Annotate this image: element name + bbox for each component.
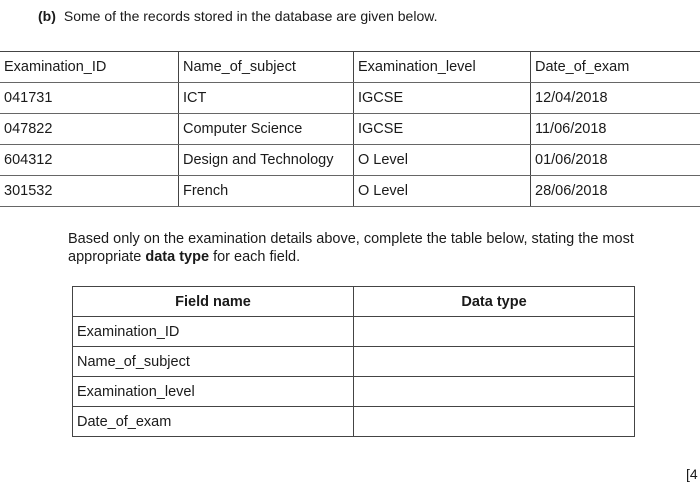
cell-examination-id: 041731 (0, 83, 179, 114)
table-row (73, 347, 635, 377)
table-row (0, 145, 700, 176)
cell-name-of-subject: Computer Science (179, 114, 354, 145)
data-type-answer-cell[interactable] (354, 317, 635, 347)
col-header-data-type: Data type (354, 287, 635, 317)
cell-examination-id: 047822 (0, 114, 179, 145)
data-type-table (72, 286, 635, 437)
table-row (73, 377, 635, 407)
col-header-examination-id: Examination_ID (0, 52, 179, 83)
col-header-date-of-exam: Date_of_exam (531, 52, 700, 83)
data-type-header-row (73, 287, 635, 317)
table-row (0, 176, 700, 207)
col-header-field-name: Field name (73, 287, 354, 317)
instruction-text (68, 230, 693, 266)
cell-examination-level: O Level (354, 145, 531, 176)
cell-date-of-exam: 12/04/2018 (531, 83, 700, 114)
cell-examination-id: 604312 (0, 145, 179, 176)
table-row (73, 317, 635, 347)
cell-date-of-exam: 28/06/2018 (531, 176, 700, 207)
table-row (73, 407, 635, 437)
question-heading (38, 8, 437, 24)
cell-examination-level: O Level (354, 176, 531, 207)
marks-indicator: [4 (686, 466, 698, 482)
instruction-line-2-end: for each field. (209, 249, 301, 265)
field-name-cell: Date_of_exam (73, 407, 354, 437)
cell-examination-level: IGCSE (354, 114, 531, 145)
data-type-answer-cell[interactable] (354, 407, 635, 437)
col-header-examination-level: Examination_level (354, 52, 531, 83)
instruction-line-2 (68, 248, 693, 266)
instruction-line-1: Based only on the examination details above, complete the table below, stating the most (68, 231, 634, 247)
field-name-cell: Name_of_subject (73, 347, 354, 377)
cell-examination-level: IGCSE (354, 83, 531, 114)
cell-date-of-exam: 01/06/2018 (531, 145, 700, 176)
cell-name-of-subject: French (179, 176, 354, 207)
data-type-answer-cell[interactable] (354, 347, 635, 377)
records-table (0, 51, 700, 207)
cell-examination-id: 301532 (0, 176, 179, 207)
data-type-emphasis: data type (145, 249, 210, 265)
records-header-row (0, 52, 700, 83)
data-type-answer-cell[interactable] (354, 377, 635, 407)
cell-date-of-exam: 11/06/2018 (531, 114, 700, 145)
col-header-name-of-subject: Name_of_subject (179, 52, 354, 83)
field-name-cell: Examination_ID (73, 317, 354, 347)
table-row (0, 114, 700, 145)
cell-name-of-subject: ICT (179, 83, 354, 114)
table-row (0, 83, 700, 114)
cell-name-of-subject: Design and Technology (179, 145, 354, 176)
instruction-line-2-start: appropriate (68, 249, 146, 265)
question-heading-text: Some of the records stored in the database are given below. (63, 8, 438, 24)
field-name-cell: Examination_level (73, 377, 354, 407)
question-part-label: (b) (38, 8, 56, 24)
